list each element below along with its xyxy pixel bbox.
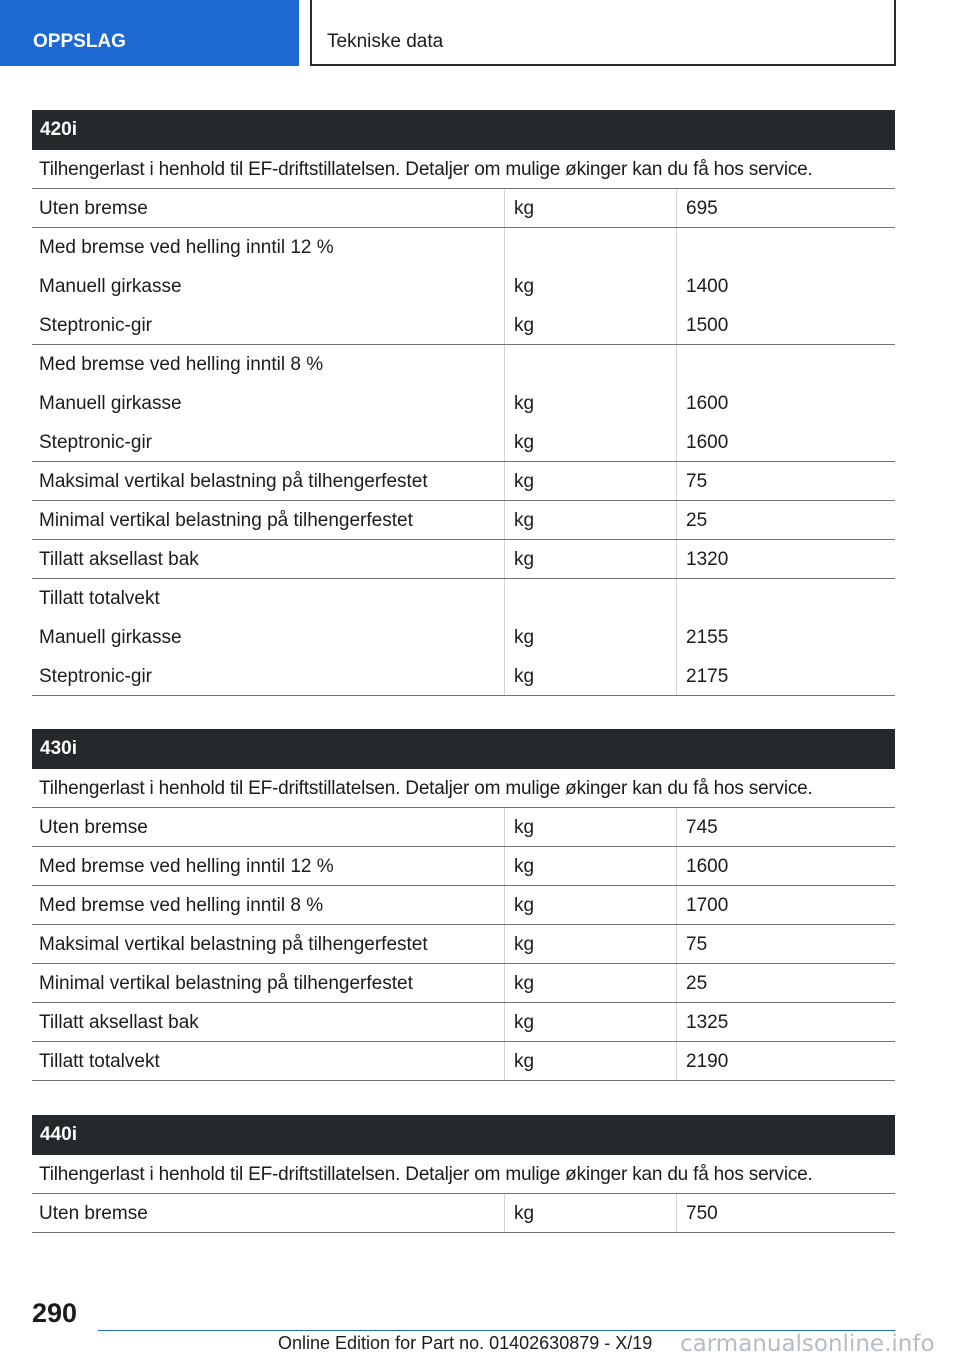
spec-table (32, 189, 895, 696)
watermark-text: carmanualsonline.info (680, 1331, 935, 1357)
row-unit: kg (514, 856, 535, 877)
row-label: Med bremse ved helling inntil 12 % (39, 856, 334, 877)
row-unit: kg (514, 276, 535, 297)
chapter-title: Tekniske data (310, 0, 896, 66)
row-unit: kg (514, 973, 535, 994)
row-label: Steptronic-gir (39, 315, 152, 336)
row-unit: kg (514, 666, 535, 687)
table-row (32, 925, 895, 964)
row-unit: kg (514, 817, 535, 838)
row-unit: kg (514, 934, 535, 955)
row-label: Maksimal vertikal belastning på tilhengerfestet (39, 471, 428, 492)
section-note: Tilhengerlast i henhold til EF-driftstillatelsen. Detaljer om mulige økinger kan du få hos service. (32, 150, 895, 189)
row-label: Minimal vertikal belastning på tilhengerfestet (39, 973, 413, 994)
row-label: Manuell girkasse (39, 627, 182, 648)
row-label: Manuell girkasse (39, 393, 182, 414)
table-row (32, 1194, 895, 1233)
row-unit: kg (514, 432, 535, 453)
table-row (32, 189, 895, 228)
table-row (32, 540, 895, 579)
row-value: 745 (686, 817, 718, 838)
row-unit: kg (514, 1012, 535, 1033)
row-value: 1600 (686, 393, 729, 414)
section-note: Tilhengerlast i henhold til EF-driftstillatelsen. Detaljer om mulige økinger kan du få hos service. (32, 1155, 895, 1194)
table-row (32, 228, 895, 267)
table-row (32, 423, 895, 462)
row-unit: kg (514, 471, 535, 492)
table-row (32, 501, 895, 540)
row-label: Manuell girkasse (39, 276, 182, 297)
row-value: 1600 (686, 856, 729, 877)
row-value: 75 (686, 471, 708, 492)
page-number: 290 (32, 1298, 78, 1328)
row-label: Med bremse ved helling inntil 8 % (39, 354, 324, 375)
table-row (32, 462, 895, 501)
page-header (0, 0, 960, 66)
row-value: 1400 (686, 276, 729, 297)
row-value: 1325 (686, 1012, 729, 1033)
table-row (32, 657, 895, 696)
row-unit: kg (514, 315, 535, 336)
section-title: 440i (32, 1115, 895, 1155)
row-value: 2155 (686, 627, 729, 648)
section-title: 420i (32, 110, 895, 150)
spec-section-420i (32, 110, 895, 696)
edition-text: Online Edition for Part no. 01402630879 - X/19 (278, 1333, 653, 1353)
table-row (32, 345, 895, 384)
table-row (32, 306, 895, 345)
row-value: 2190 (686, 1051, 729, 1072)
row-unit: kg (514, 393, 535, 414)
row-value: 1320 (686, 549, 729, 570)
row-value: 1500 (686, 315, 729, 336)
spec-table (32, 1194, 895, 1233)
row-label: Tillatt totalvekt (39, 588, 160, 609)
row-value: 750 (686, 1203, 718, 1224)
section-note: Tilhengerlast i henhold til EF-driftstillatelsen. Detaljer om mulige økinger kan du få hos service. (32, 769, 895, 808)
row-value: 25 (686, 973, 708, 994)
row-unit: kg (514, 198, 535, 219)
row-unit: kg (514, 510, 535, 531)
row-label: Med bremse ved helling inntil 12 % (39, 237, 334, 258)
row-value: 2175 (686, 666, 729, 687)
table-row (32, 384, 895, 423)
table-row (32, 1003, 895, 1042)
chapter-tab[interactable]: OPPSLAG (0, 0, 299, 66)
table-row (32, 847, 895, 886)
row-label: Uten bremse (39, 198, 148, 219)
spec-section-440i (32, 1115, 895, 1233)
row-label: Tillatt aksellast bak (39, 549, 199, 570)
row-label: Minimal vertikal belastning på tilhengerfestet (39, 510, 413, 531)
table-row (32, 1042, 895, 1081)
section-title: 430i (32, 729, 895, 769)
spec-table (32, 808, 895, 1081)
row-value: 1600 (686, 432, 729, 453)
row-value: 25 (686, 510, 708, 531)
row-unit: kg (514, 1203, 535, 1224)
row-label: Steptronic-gir (39, 432, 152, 453)
row-label: Uten bremse (39, 817, 148, 838)
table-row (32, 808, 895, 847)
table-row (32, 964, 895, 1003)
row-value: 1700 (686, 895, 729, 916)
row-label: Steptronic-gir (39, 666, 152, 687)
table-row (32, 267, 895, 306)
row-label: Maksimal vertikal belastning på tilhengerfestet (39, 934, 428, 955)
row-unit: kg (514, 627, 535, 648)
row-label: Uten bremse (39, 1203, 148, 1224)
row-label: Med bremse ved helling inntil 8 % (39, 895, 324, 916)
table-row (32, 618, 895, 657)
row-unit: kg (514, 549, 535, 570)
row-label: Tillatt totalvekt (39, 1051, 160, 1072)
row-value: 695 (686, 198, 718, 219)
table-row (32, 886, 895, 925)
table-row (32, 579, 895, 618)
row-label: Tillatt aksellast bak (39, 1012, 199, 1033)
spec-section-430i (32, 729, 895, 1081)
row-unit: kg (514, 895, 535, 916)
row-unit: kg (514, 1051, 535, 1072)
row-value: 75 (686, 934, 708, 955)
